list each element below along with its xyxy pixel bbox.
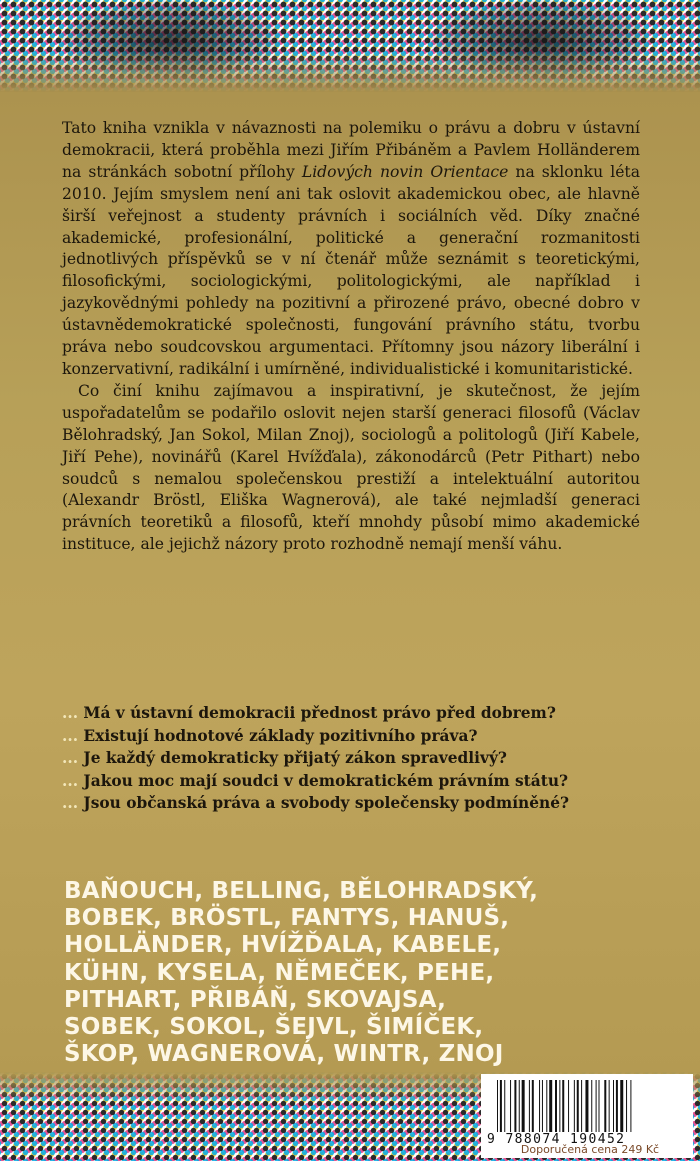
question-item xyxy=(62,770,662,793)
author-line: BAŇOUCH, BELLING, BĚLOHRADSKÝ, xyxy=(64,878,539,904)
author-line: ŠKOP, WAGNEROVÁ, WINTR, ZNOJ xyxy=(64,1041,504,1068)
question-list xyxy=(62,702,662,815)
question-item xyxy=(62,747,662,770)
halftone-shadow-left xyxy=(60,0,280,80)
question-text: Existují hodnotové základy pozitivního práva? xyxy=(78,726,478,745)
question-prefix: ... xyxy=(62,794,79,812)
question-text: Je každý demokraticky přijatý zákon spravedlivý? xyxy=(78,749,507,767)
recommended-price: Doporučená cena 249 Kč xyxy=(520,1143,660,1156)
question-prefix: ... xyxy=(62,749,79,767)
question-item xyxy=(62,792,662,815)
question-prefix: ... xyxy=(62,726,79,745)
author-line: BOBEK, BRÖSTL, FANTYS, HANUŠ, xyxy=(64,905,510,932)
question-item xyxy=(62,725,662,748)
question-prefix: ... xyxy=(62,704,79,722)
blurb-paragraph xyxy=(62,118,640,381)
question-prefix: ... xyxy=(62,771,79,790)
author-list xyxy=(64,878,664,1068)
blurb-paragraph xyxy=(62,381,640,556)
question-text: Jakou moc mají soudci v demokratickém právním státu? xyxy=(78,771,569,790)
isbn-number: 9 788074 190452 xyxy=(487,1132,626,1147)
paragraph-text: Tato kniha vznikla v návaznosti na polemiku o právu a dobru v ústavní demokracii, která proběhla mezi Jiřím Přibáněm a Pavlem Holländerem na stránkách sobotní přílohy xyxy=(62,119,640,181)
author-line: PITHART, PŘIBÁŇ, SKOVAJSA, xyxy=(64,986,447,1013)
author-line: KÜHN, KYSELA, NĚMEČEK, PEHE, xyxy=(64,959,495,986)
blurb-text xyxy=(62,118,640,556)
question-text: Má v ústavní demokracii přednost právo před dobrem? xyxy=(78,704,556,722)
question-text: Jsou občanská práva a svobody společensky podmíněné? xyxy=(78,794,570,812)
author-line: HOLLÄNDER, HVÍŽĎALA, KABELE, xyxy=(64,932,502,959)
author-line: SOBEK, SOKOL, ŠEJVL, ŠIMÍČEK, xyxy=(64,1014,484,1041)
question-item xyxy=(62,702,662,725)
paragraph-text: na sklonku léta 2010. Jejím smyslem není ani tak oslovit akademickou obec, ale hlavně širší veřejnost a studenty právních i sociálních věd. Díky značné akademické, profesionální, politické a generační rozmanitosti jednotlivých příspěvků se v ní čtenář může seznámit s teoretickými, filosofickými, sociologickými, politologickými, ale například i jazykovědnými pohledy na pozitivní a přirozené právo, obecné dobro v ústavnědemokratické společnosti, fungování právního státu, tvorbu práva nebo soudcovskou argumentaci. Přítomny jsou názory liberální i konzervativní, radikální i umírněné, individualistické i komunitaristické. xyxy=(62,162,640,378)
halftone-shadow-right xyxy=(430,0,650,80)
halftone-pattern-top xyxy=(0,0,700,92)
paragraph-text: Co činí knihu zajímavou a inspirativní, je skutečnost, že jejím uspořadatelům se podařilo oslovit nejen starší generaci filosofů (Václav Bělohradský, Jan Sokol, Milan Znoj), sociologů a politologů (Jiří Kabele, Jiří Pehe), novinářů (Karel Hvížďala), zákonodárců (Petr Pithart) nebo soudců s nemalou společenskou prestiží a intelektuální autoritou (Alexandr Bröstl, Eliška Wagnerová), ale také nejmladší generaci právních teoretiků a filosofů, kteří mnohdy působí mimo akademické instituce, ale jejichž názory proto rozhodně nemají menší váhu. xyxy=(62,381,640,554)
italic-title: Lidových novin Orientace xyxy=(301,162,509,181)
barcode-icon xyxy=(495,1080,681,1132)
